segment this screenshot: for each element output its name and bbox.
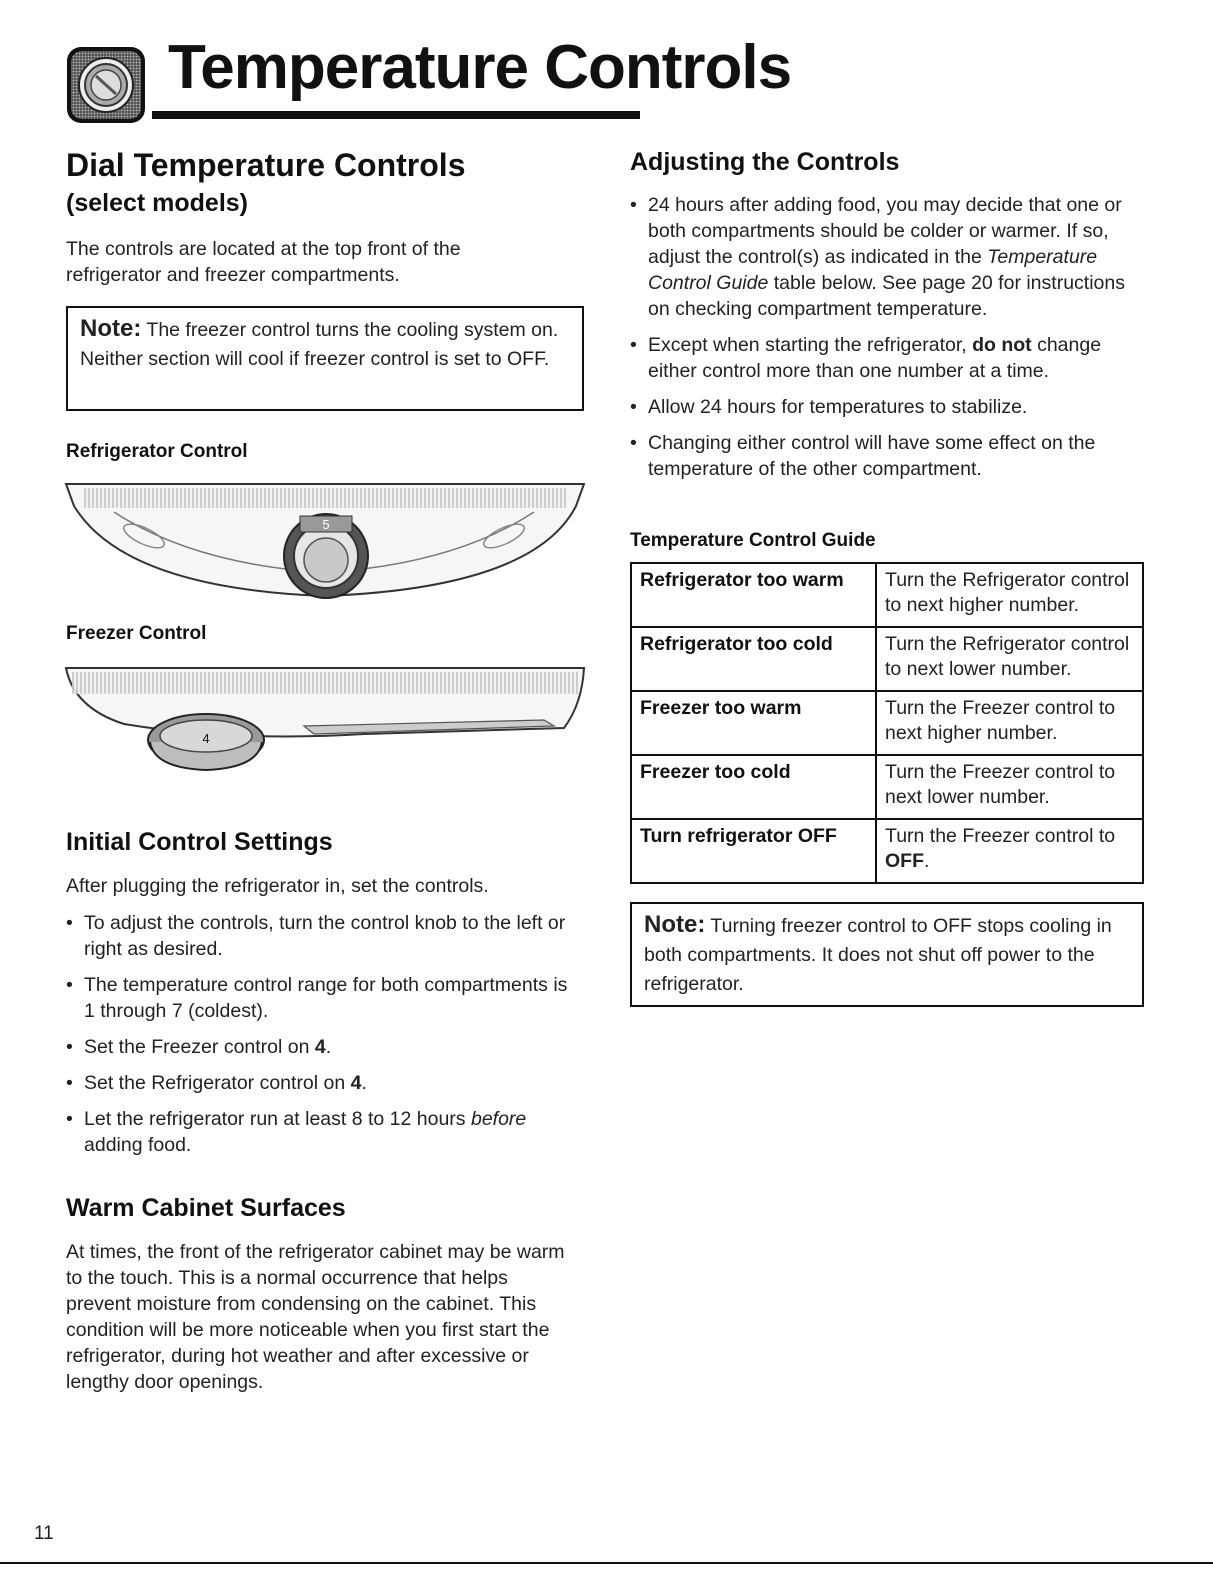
- table-cell-condition: Freezer too warm: [631, 691, 876, 755]
- initial-intro: After plugging the refrigerator in, set the controls.: [66, 875, 489, 897]
- note-text: The freezer control turns the cooling system on. Neither section will cool if freezer control is set to OFF.: [80, 319, 559, 370]
- note-box-right: [630, 902, 1144, 1007]
- dial-icon: [66, 46, 146, 124]
- list-item: • Changing either control will have some effect on the temperature of the other compartment.: [630, 432, 1096, 480]
- table-row: [631, 563, 1143, 627]
- note-box-left: [66, 306, 584, 411]
- table-cell-condition: Refrigerator too warm: [631, 563, 876, 627]
- table-row: [631, 691, 1143, 755]
- guide-title: Temperature Control Guide: [630, 530, 876, 551]
- table-cell-action: Turn the Freezer control to next higher number.: [876, 691, 1143, 755]
- section-heading-adjusting: Adjusting the Controls: [630, 148, 900, 176]
- table-row: [631, 755, 1143, 819]
- freezer-dial-number: 4: [202, 731, 210, 746]
- page-title: Temperature Controls: [168, 33, 792, 102]
- table-cell-condition: Refrigerator too cold: [631, 627, 876, 691]
- warm-text: At times, the front of the refrigerator cabinet may be warm to the touch. This is a normal occurrence that helps prevent moisture from condensing on the cabinet. This condition will be more noticeable when you first start the refrigerator, during hot weather and after excessive or lengthy door openings.: [66, 1241, 565, 1393]
- table-cell-action: Turn the Freezer control to next lower number.: [876, 755, 1143, 819]
- list-item: • Except when starting the refrigerator, do not change either control more than one number at a time.: [630, 334, 1102, 382]
- table-row: [631, 627, 1143, 691]
- section-subheading: (select models): [66, 189, 249, 217]
- footer-rule: [0, 1562, 1213, 1564]
- refrigerator-control-illustration: [64, 478, 586, 606]
- table-row: [631, 819, 1143, 883]
- fridge-dial-number: 5: [322, 517, 330, 532]
- list-item: • Set the Freezer control on 4.: [66, 1036, 332, 1058]
- page-number: 11: [34, 1523, 54, 1544]
- title-underline: [152, 111, 640, 119]
- freezer-control-label: Freezer Control: [66, 623, 207, 644]
- list-item: • To adjust the controls, turn the control knob to the left or right as desired.: [66, 912, 566, 960]
- note-label: Note:: [80, 315, 142, 342]
- table-cell-action: Turn the Freezer control to OFF.: [876, 819, 1143, 883]
- list-item: • Let the refrigerator run at least 8 to 12 hours before adding food.: [66, 1108, 527, 1156]
- list-item: • Set the Refrigerator control on 4.: [66, 1072, 367, 1094]
- section-heading-dial: Dial Temperature Controls: [66, 147, 466, 183]
- intro-text: The controls are located at the top front of the refrigerator and freezer compartments.: [66, 238, 461, 286]
- table-cell-action: Turn the Refrigerator control to next lower number.: [876, 627, 1143, 691]
- list-item: • Allow 24 hours for temperatures to stabilize.: [630, 396, 1028, 418]
- list-item: • The temperature control range for both compartments is 1 through 7 (coldest).: [66, 974, 568, 1022]
- list-item: • 24 hours after adding food, you may decide that one or both compartments should be colder or warmer. If so, adjust the control(s) as indicated in the Temperature Control Guide table below. See page 20 for instructions on checking compartment temperature.: [630, 194, 1125, 320]
- adjusting-list: [630, 192, 1145, 492]
- freezer-control-illustration: [64, 664, 586, 776]
- note-text: Turning freezer control to OFF stops cooling in both compartments. It does not shut off power to the refrigerator.: [644, 915, 1112, 995]
- note-label: Note:: [644, 911, 706, 938]
- temperature-control-guide-table: [630, 562, 1144, 884]
- section-heading-initial: Initial Control Settings: [66, 828, 333, 856]
- table-cell-action: Turn the Refrigerator control to next higher number.: [876, 563, 1143, 627]
- table-cell-condition: Turn refrigerator OFF: [631, 819, 876, 883]
- initial-settings-list: [66, 910, 571, 1168]
- section-heading-warm: Warm Cabinet Surfaces: [66, 1194, 346, 1222]
- table-cell-condition: Freezer too cold: [631, 755, 876, 819]
- fridge-control-label: Refrigerator Control: [66, 441, 248, 462]
